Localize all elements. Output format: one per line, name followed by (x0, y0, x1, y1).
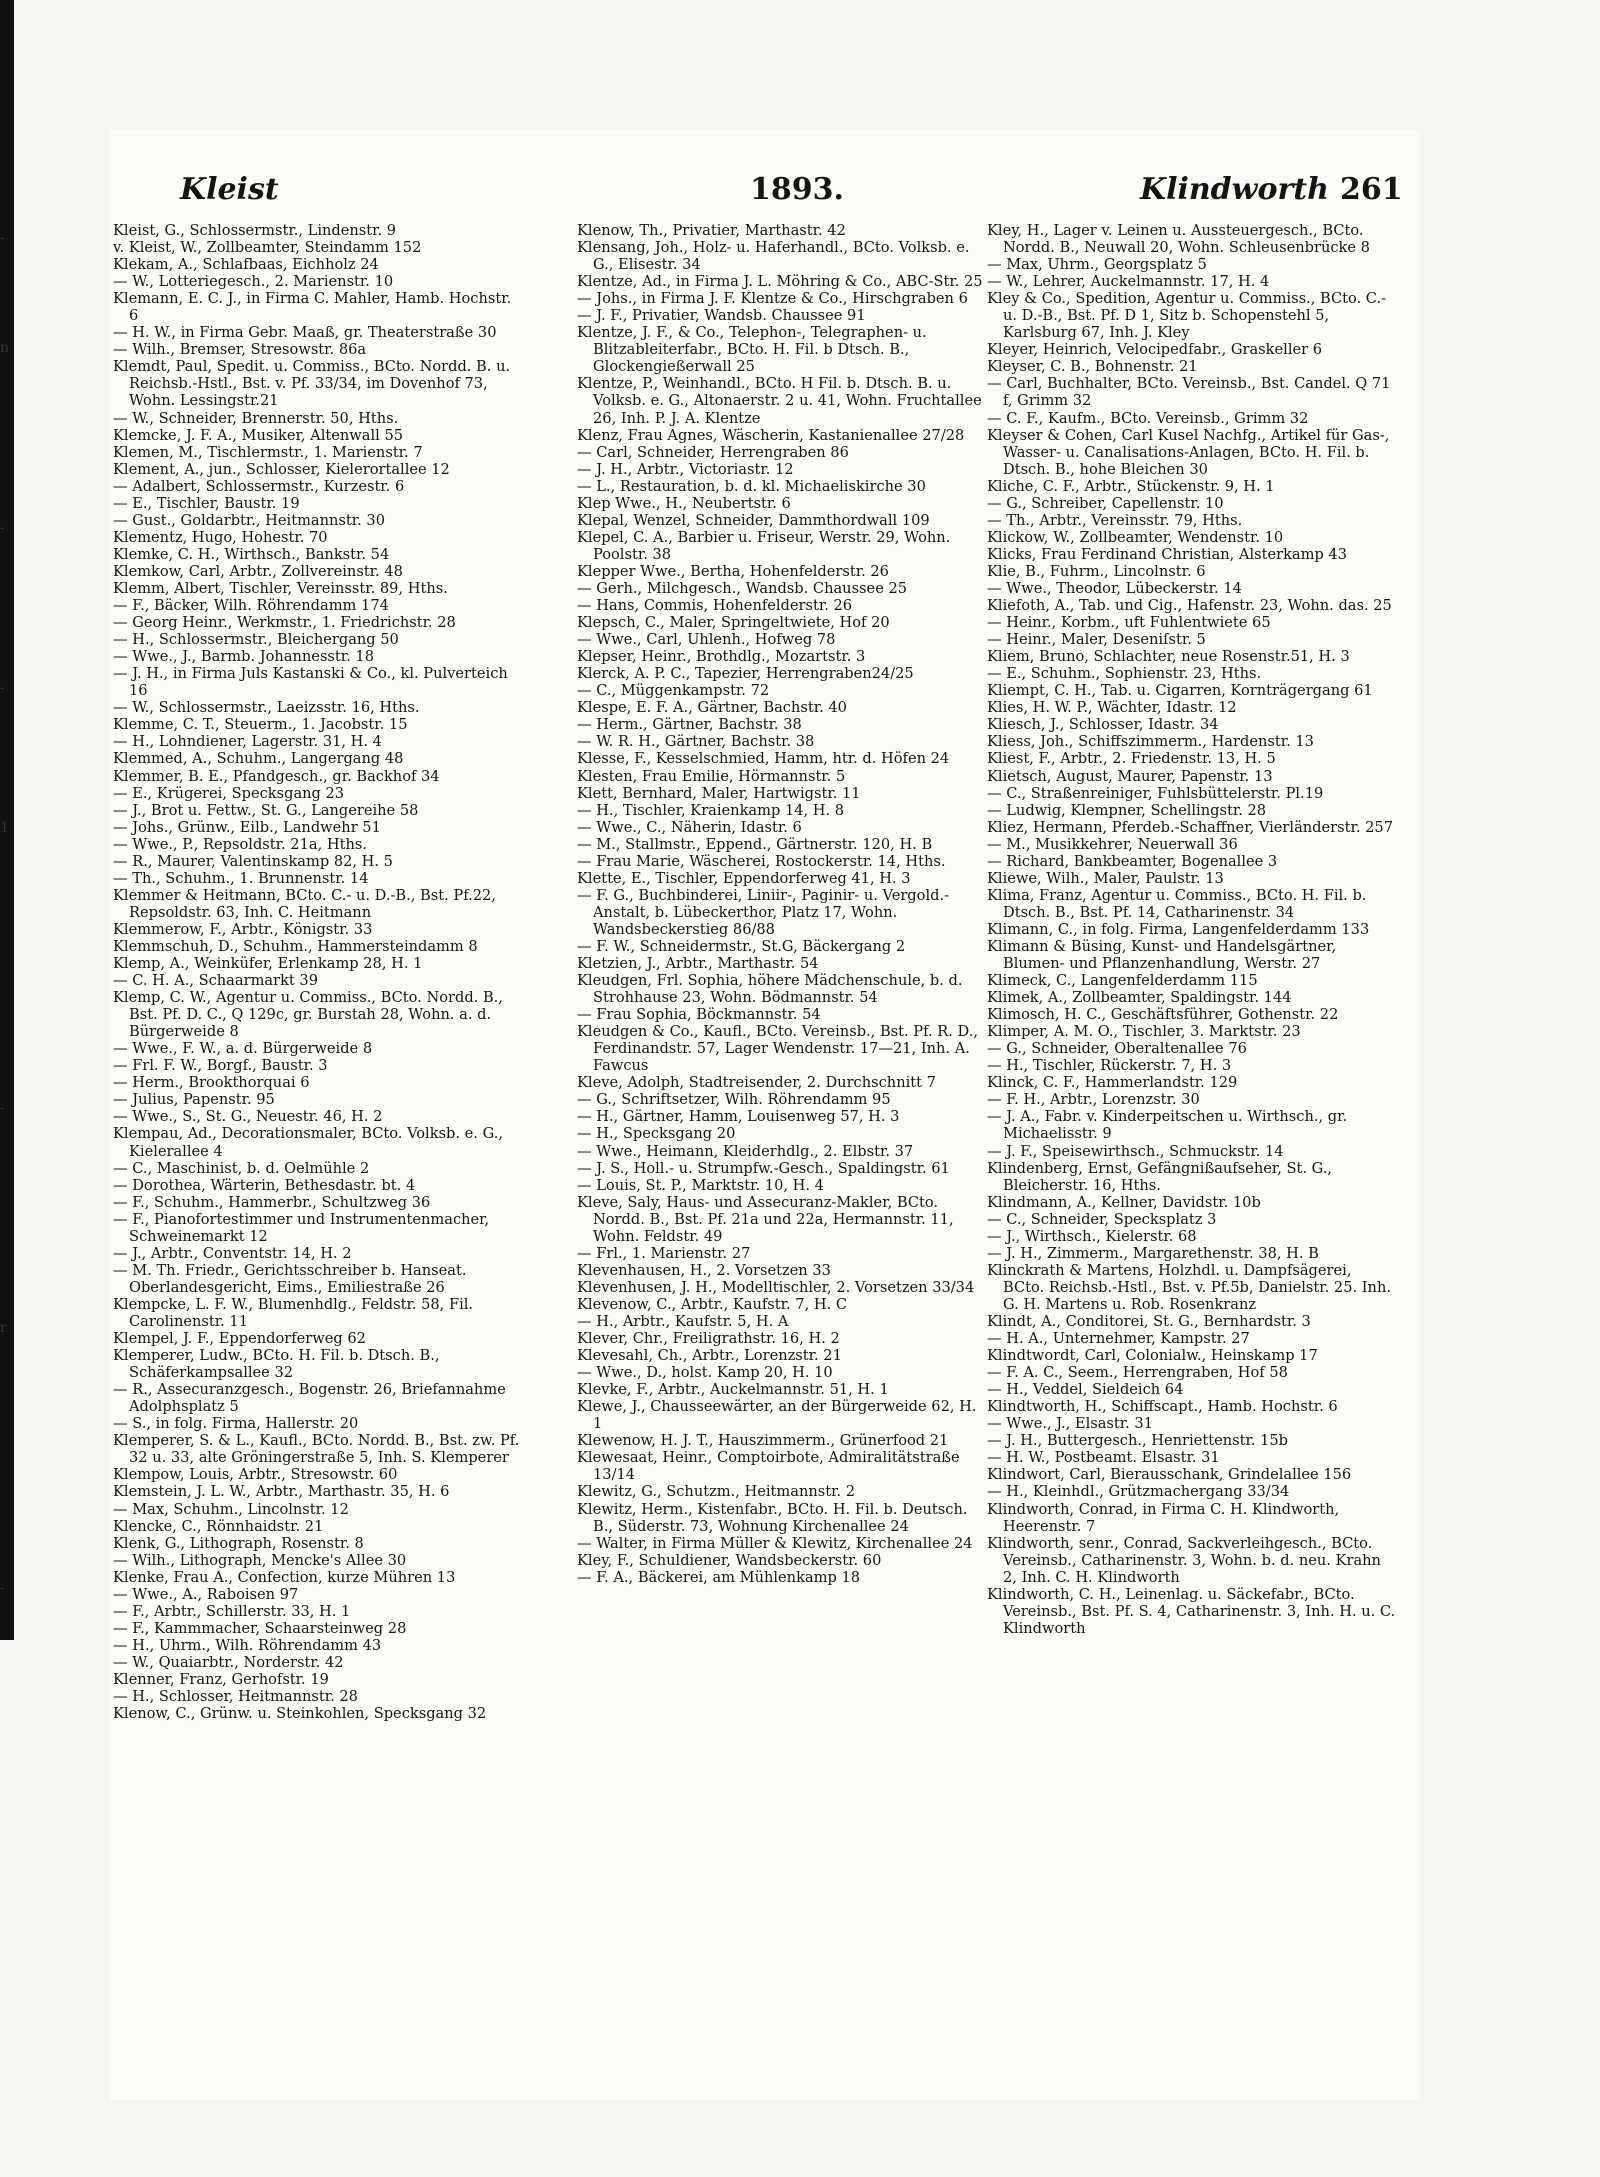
page-number: 261 (1340, 172, 1403, 207)
directory-entry: — Heinr., Korbm., uft Fuhlentwiete 65 (987, 614, 1271, 632)
directory-entry: Klesten, Frau Emilie, Hörmannstr. 5 (577, 767, 846, 785)
directory-entry: Klepper Wwe., Bertha, Hohenfelderstr. 26 (577, 562, 889, 580)
directory-entry: Klentze, P., Weinhandl., BCto. H Fil. b. Dtsch. B. u. Volksb. e. G., Altonaerstr. 2 u. 41, Wohn. Fruchtallee 26, Inh. P. J. A. Klentze (577, 375, 982, 427)
directory-entry: — H., Veddel, Sieldeich 64 (987, 1381, 1184, 1399)
margin-mark: n (0, 340, 10, 356)
directory-entry: Klesse, F., Kesselschmied, Hamm, htr. d. Höfen 24 (577, 750, 950, 768)
directory-entry: — F. G., Buchbinderei, Liniir-, Paginir- u. Vergold.-Anstalt, b. Lübeckerthor, Platz 17, Wohn. Wandsbeckerstieg 86/88 (577, 886, 950, 938)
directory-entry: Klindworth, senr., Conrad, Sackverleihgesch., BCto. Vereinsb., Catharinenstr. 3, Wohn. b. d. neu. Krahn 2, Inh. C. H. Klindworth (987, 1534, 1381, 1586)
directory-entry: — Carl, Buchhalter, BCto. Vereinsb., Bst. Candel. Q 71 f, Grimm 32 (987, 375, 1391, 410)
directory-entry: Klevesahl, Ch., Arbtr., Lorenzstr. 21 (577, 1347, 842, 1365)
directory-entry: Klemmed, A., Schuhm., Langergang 48 (113, 750, 404, 768)
directory-entry: — G., Schriftsetzer, Wilh. Röhrendamm 95 (577, 1091, 891, 1109)
directory-entry: — C. F., Kaufm., BCto. Vereinsb., Grimm 32 (987, 409, 1309, 427)
directory-entry: Klimann, C., in folg. Firma, Langenfelderdamm 133 (987, 920, 1370, 938)
directory-entry: — Hans, Commis, Hohenfelderstr. 26 (577, 597, 853, 615)
directory-entry: — S., in folg. Firma, Hallerstr. 20 (113, 1415, 359, 1433)
directory-entry: — J. F., Privatier, Wandsb. Chaussee 91 (577, 307, 866, 325)
margin-mark: - (0, 1100, 5, 1116)
directory-entry: Klindtworth, H., Schiffscapt., Hamb. Hochstr. 6 (987, 1398, 1338, 1416)
directory-entry: — H., Arbtr., Kaufstr. 5, H. A (577, 1313, 789, 1330)
directory-entry: — Wwe., J., Barmb. Johannesstr. 18 (113, 648, 375, 666)
directory-entry: Klentze, Ad., in Firma J. L. Möhring & Co., ABC-Str. 25 (577, 273, 983, 291)
directory-entry: Klimeck, C., Langenfelderdamm 115 (987, 972, 1258, 990)
directory-entry: Klindmann, A., Kellner, Davidstr. 10b (987, 1193, 1261, 1211)
directory-entry: Klepser, Heinr., Brothdlg., Mozartstr. 3 (577, 648, 866, 666)
directory-entry: — Wilh., Bremser, Stresowstr. 86a (113, 341, 367, 359)
directory-entry: — J., Arbtr., Conventstr. 14, H. 2 (113, 1244, 352, 1262)
directory-entry: — H., Gärtner, Hamm, Louisenweg 57, H. 3 (577, 1108, 900, 1126)
directory-entry: Klemmerow, F., Arbtr., Königstr. 33 (113, 920, 373, 938)
directory-entry: Klevenhausen, H., 2. Vorsetzen 33 (577, 1261, 831, 1279)
directory-entry: Klett, Bernhard, Maler, Hartwigstr. 11 (577, 784, 861, 802)
directory-entry: — J., Brot u. Fettw., St. G., Langereihe 58 (113, 801, 419, 819)
directory-entry: Klemann, E. C. J., in Firma C. Mahler, Hamb. Hochstr. 6 (113, 290, 512, 325)
directory-entry: — W., Lotteriegesch., 2. Marienstr. 10 (113, 273, 394, 291)
directory-entry: — H., Kleinhdl., Grützmachergang 33/34 (987, 1483, 1290, 1501)
directory-entry: — J. A., Fabr. v. Kinderpeitschen u. Wirthsch., gr. Michaelisstr. 9 (987, 1108, 1348, 1143)
directory-entry: Klemperer, Ludw., BCto. H. Fil. b. Dtsch. B., Schäferkampsallee 32 (113, 1347, 440, 1382)
directory-column-2 (577, 222, 987, 1586)
directory-entry: Klemkow, Carl, Arbtr., Zollvereinstr. 48 (113, 562, 403, 580)
directory-entry: — F., Schuhm., Hammerbr., Schultzweg 36 (113, 1193, 431, 1211)
directory-entry: Klepel, C. A., Barbier u. Friseur, Werstr. 29, Wohn. Poolstr. 38 (577, 528, 951, 563)
directory-entry: — Wwe., Heimann, Kleiderhdlg., 2. Elbstr. 37 (577, 1142, 914, 1160)
directory-entry: — W., Schlossermstr., Laeizsstr. 16, Hths. (113, 699, 420, 717)
directory-entry: — M. Th. Friedr., Gerichtsschreiber b. Hanseat. Oberlandesgericht, Eims., Emiliestraße 26 (113, 1261, 467, 1296)
directory-entry: Klemm, Albert, Tischler, Vereinsstr. 89, Hths. (113, 579, 448, 597)
directory-entry: — Adalbert, Schlossermstr., Kurzestr. 6 (113, 477, 405, 495)
directory-entry: — Herm., Gärtner, Bachstr. 38 (577, 716, 802, 734)
directory-entry: Klemp, A., Weinküfer, Erlenkamp 28, H. 1 (113, 955, 423, 973)
directory-entry: Klempow, Louis, Arbtr., Stresowstr. 60 (113, 1466, 398, 1484)
directory-entry: — Johs., Grünw., Eilb., Landwehr 51 (113, 818, 381, 836)
directory-entry: Klemmschuh, D., Schuhm., Hammersteindamm 8 (113, 937, 478, 955)
directory-entry: — M., Musikkehrer, Neuerwall 36 (987, 835, 1238, 853)
directory-entry: — Gerh., Milchgesch., Wandsb. Chaussee 25 (577, 579, 908, 597)
directory-entry: Klenow, Th., Privatier, Marthastr. 42 (577, 222, 846, 239)
directory-entry: — C., Müggenkampstr. 72 (577, 682, 770, 700)
directory-entry: Klepal, Wenzel, Schneider, Dammthordwall 109 (577, 511, 930, 529)
directory-entry: Klewesaat, Heinr., Comptoirbote, Admiralitätstraße 13/14 (577, 1449, 960, 1484)
directory-entry: Klemme, C. T., Steuerm., 1. Jacobstr. 15 (113, 716, 408, 734)
directory-entry: — G., Schneider, Oberaltenallee 76 (987, 1040, 1247, 1058)
directory-entry: Kliem, Bruno, Schlachter, neue Rosenstr.51, H. 3 (987, 648, 1350, 666)
directory-entry: Kliempt, C. H., Tab. u. Cigarren, Kornträgergang 61 (987, 682, 1373, 700)
directory-entry: Kliefoth, A., Tab. und Cig., Hafenstr. 23, Wohn. das. 25 (987, 597, 1392, 615)
directory-entry: Klemen, M., Tischlermstr., 1. Marienstr. 7 (113, 443, 423, 461)
directory-entry: Klickow, W., Zollbeamter, Wendenstr. 10 (987, 528, 1284, 546)
directory-entry: Klimper, A. M. O., Tischler, 3. Marktstr. 23 (987, 1023, 1301, 1041)
directory-entry: Klemdt, Paul, Spedit. u. Commiss., BCto. Nordd. B. u. Reichsb.-Hstl., Bst. v. Pf. 33/34, im Dovenhof 73, Wohn. Lessingstr.21 (113, 358, 511, 410)
directory-entry: — Wwe., D., holst. Kamp 20, H. 10 (577, 1364, 833, 1382)
directory-entry: Klimann & Büsing, Kunst- und Handelsgärtner, Blumen- und Pflanzenhandlung, Werstr. 27 (987, 937, 1337, 973)
directory-entry: Klemstein, J. L. W., Arbtr., Marthastr. 35, H. 6 (113, 1483, 450, 1501)
directory-entry: Klindtwordt, Carl, Colonialw., Heinskamp 17 (987, 1347, 1318, 1365)
margin-mark: 1 (0, 820, 9, 836)
margin-mark: r (0, 1320, 7, 1336)
directory-entry: Kliche, C. F., Arbtr., Stückenstr. 9, H. 1 (987, 477, 1275, 495)
directory-entry: — C., Straßenreiniger, Fuhlsbüttelerstr. Pl.19 (987, 784, 1324, 802)
directory-entry: Klempcke, L. F. W., Blumenhdlg., Feldstr. 58, Fil. Carolinenstr. 11 (113, 1295, 474, 1330)
directory-entry: — F., Arbtr., Schillerstr. 33, H. 1 (113, 1602, 351, 1620)
directory-entry: Kleudgen, Frl. Sophia, höhere Mädchenschule, b. d. Strohhause 23, Wohn. Bödmannstr. 54 (577, 972, 963, 1007)
directory-entry: Klemmer & Heitmann, BCto. C.- u. D.-B., Bst. Pf.22, Repsoldstr. 63, Inh. C. Heitmann (113, 886, 496, 921)
directory-entry: Klementz, Hugo, Hohestr. 70 (113, 528, 328, 546)
directory-entry: Klicks, Frau Ferdinand Christian, Alsterkamp 43 (987, 545, 1348, 563)
directory-entry: Kliewe, Wilh., Maler, Paulstr. 13 (987, 869, 1224, 887)
directory-entry: — Wwe., J., Elsastr. 31 (987, 1415, 1153, 1433)
page-header (110, 172, 1410, 212)
directory-entry: — Walter, in Firma Müller & Klewitz, Kirchenallee 24 (577, 1534, 973, 1552)
directory-entry: — Frl. F. W., Borgf., Baustr. 3 (113, 1057, 328, 1075)
directory-entry: — F. A. C., Seem., Herrengraben, Hof 58 (987, 1364, 1288, 1382)
directory-entry: Klewitz, Herm., Kistenfabr., BCto. H. Fil. b. Deutsch. B., Süderstr. 73, Wohnung Kirchenallee 24 (577, 1500, 968, 1535)
directory-entry: Klevke, F., Arbtr., Auckelmannstr. 51, H. 1 (577, 1381, 889, 1399)
directory-entry: Klemmer, B. E., Pfandgesch., gr. Backhof 34 (113, 767, 440, 785)
directory-entry: Kleyer, Heinrich, Velocipedfabr., Graskeller 6 (987, 341, 1323, 359)
directory-column-1 (113, 222, 523, 1722)
directory-entry: — G., Schreiber, Capellenstr. 10 (987, 494, 1224, 512)
directory-entry: Klies, H. W. P., Wächter, Idastr. 12 (987, 699, 1237, 717)
directory-entry: — Wwe., Theodor, Lübeckerstr. 14 (987, 579, 1242, 597)
directory-entry: Klewitz, G., Schutzm., Heitmannstr. 2 (577, 1483, 856, 1501)
header-last-name: Klindworth (1140, 172, 1329, 207)
directory-entry: — Max, Uhrm., Georgsplatz 5 (987, 256, 1207, 274)
directory-entry: Klespe, E. F. A., Gärtner, Bachstr. 40 (577, 699, 847, 717)
directory-entry: Klempel, J. F., Eppendorferweg 62 (113, 1330, 366, 1348)
directory-entry: — Wwe., S., St. G., Neuestr. 46, H. 2 (113, 1108, 383, 1126)
header-year: 1893. (750, 172, 844, 207)
directory-entry: v. Kleist, W., Zollbeamter, Steindamm 152 (113, 239, 422, 257)
directory-entry: — J. F., Speisewirthsch., Schmuckstr. 14 (987, 1142, 1284, 1160)
directory-entry: Klever, Chr., Freiligrathstr. 16, H. 2 (577, 1330, 840, 1348)
directory-entry: — F. A., Bäckerei, am Mühlenkamp 18 (577, 1568, 861, 1586)
directory-entry: Klempau, Ad., Decorationsmaler, BCto. Volksb. e. G., Kielerallee 4 (113, 1125, 504, 1160)
directory-entry: Klindworth, Conrad, in Firma C. H. Klindworth, Heerenstr. 7 (987, 1500, 1340, 1535)
directory-entry: — Th., Schuhm., 1. Brunnenstr. 14 (113, 869, 369, 887)
directory-entry: — H., Specksgang 20 (577, 1125, 736, 1143)
margin-mark: - (0, 230, 5, 246)
directory-entry: — Frl., 1. Marienstr. 27 (577, 1244, 751, 1262)
directory-entry: — W. R. H., Gärtner, Bachstr. 38 (577, 733, 815, 751)
directory-entry: Kliez, Hermann, Pferdeb.-Schaffner, Vierländerstr. 257 (987, 818, 1393, 836)
directory-entry: Klewenow, H. J. T., Hauszimmerm., Grünerfood 21 (577, 1432, 949, 1450)
directory-entry: — H., Uhrm., Wilh. Röhrendamm 43 (113, 1636, 382, 1654)
directory-entry: — C., Schneider, Specksplatz 3 (987, 1210, 1217, 1228)
directory-entry: — L., Restauration, b. d. kl. Michaeliskirche 30 (577, 477, 926, 495)
directory-entry: Kliest, F., Arbtr., 2. Friedenstr. 13, H. 5 (987, 750, 1276, 768)
directory-entry: — H., Schlossermstr., Bleichergang 50 (113, 631, 399, 649)
directory-entry: Klimek, A., Zollbeamter, Spaldingstr. 144 (987, 989, 1292, 1007)
directory-entry: Kliess, Joh., Schiffszimmerm., Hardenstr. 13 (987, 733, 1314, 751)
directory-entry: Klima, Franz, Agentur u. Commiss., BCto. H. Fil. b. Dtsch. B., Bst. Pf. 14, Catharinenstr. 34 (987, 886, 1367, 921)
directory-entry: Klindwort, Carl, Bierausschank, Grindelallee 156 (987, 1466, 1352, 1484)
directory-entry: Klette, E., Tischler, Eppendorferweg 41, H. 3 (577, 869, 911, 887)
directory-entry: — Wilh., Lithograph, Mencke's Allee 30 (113, 1551, 407, 1569)
directory-entry: — Dorothea, Wärterin, Bethesdastr. bt. 4 (113, 1176, 416, 1194)
margin-mark: - (0, 1580, 5, 1596)
directory-entry: Klep Wwe., H., Neubertstr. 6 (577, 494, 791, 512)
directory-entry: — J. H., Zimmerm., Margarethenstr. 38, H. B (987, 1244, 1319, 1262)
directory-entry: Klevenhusen, J. H., Modelltischler, 2. Vorsetzen 33/34 (577, 1278, 975, 1296)
directory-entry: — R., Assecuranzgesch., Bogenstr. 26, Briefannahme Adolphsplatz 5 (113, 1381, 506, 1416)
directory-entry: Klinckrath & Martens, Holzhdl. u. Dampfsägerei, BCto. Reichsb.-Hstl., Bst. v. Pf.5b, Danielstr. 25. Inh. G. H. Martens u. Rob. Rosenkranz (987, 1261, 1391, 1313)
directory-entry: — Frau Marie, Wäscherei, Rostockerstr. 14, Hths. (577, 852, 946, 870)
directory-entry: — Richard, Bankbeamter, Bogenallee 3 (987, 852, 1278, 870)
directory-entry: Klietsch, August, Maurer, Papenstr. 13 (987, 767, 1273, 785)
directory-entry: Kleyser, C. B., Bohnenstr. 21 (987, 358, 1198, 376)
directory-entry: — Wwe., C., Näherin, Idastr. 6 (577, 818, 802, 836)
directory-entry: Kleve, Saly, Haus- und Assecuranz-Makler, BCto. Nordd. B., Bst. Pf. 21a und 22a, Hermannstr. 11, Wohn. Feldstr. 49 (577, 1193, 954, 1245)
margin-mark: - (0, 520, 5, 536)
directory-entry: — C. H. A., Schaarmarkt 39 (113, 972, 318, 990)
directory-entry: Kley, H., Lager v. Leinen u. Aussteuergesch., BCto. Nordd. B., Neuwall 20, Wohn. Schleusenbrücke 8 (987, 222, 1370, 257)
directory-entry: Klenow, C., Grünw. u. Steinkohlen, Specksgang 32 (113, 1705, 487, 1723)
directory-entry: — Herm., Brookthorquai 6 (113, 1074, 310, 1092)
directory-entry: Klemcke, J. F. A., Musiker, Altenwall 55 (113, 426, 404, 444)
directory-entry: — F., Kammmacher, Schaarsteinweg 28 (113, 1619, 407, 1637)
directory-entry: — E., Schuhm., Sophienstr. 23, Hths. (987, 665, 1262, 683)
margin-mark: - (0, 680, 5, 696)
directory-entry: — H. W., in Firma Gebr. Maaß, gr. Theaterstraße 30 (113, 324, 497, 342)
directory-entry: Klindenberg, Ernst, Gefängnißaufseher, St. G., Bleicherstr. 16, Hths. (987, 1159, 1333, 1194)
directory-column-3 (987, 222, 1397, 1637)
directory-entry: Klimosch, H. C., Geschäftsführer, Gothenstr. 22 (987, 1006, 1339, 1024)
directory-page (110, 130, 1420, 2100)
directory-entry: — Johs., in Firma J. F. Klentze & Co., Hirschgraben 6 (577, 290, 968, 308)
directory-entry: Klevenow, C., Arbtr., Kaufstr. 7, H. C (577, 1295, 848, 1313)
directory-entry: — Wwe., F. W., a. d. Bürgerweide 8 (113, 1040, 373, 1058)
directory-entry: — Heinr., Maler, Deseniſstr. 5 (987, 631, 1206, 649)
directory-entry: Klindworth, C. H., Leinenlag. u. Säckefabr., BCto. Vereinsb., Bst. Pf. S. 4, Catharinenstr. 3, Inh. H. u. C. Klindworth (987, 1585, 1396, 1637)
directory-entry: Klenner, Franz, Gerhofstr. 19 (113, 1670, 329, 1688)
directory-entry: Kley & Co., Spedition, Agentur u. Commiss., BCto. C.- u. D.-B., Bst. Pf. D 1, Sitz b. Schopenstehl 5, Karlsburg 67, Inh. J. Kley (987, 290, 1387, 342)
directory-entry: Kleyser & Cohen, Carl Kusel Nachfg., Artikel für Gas-, Wasser- u. Canalisations-Anlagen, BCto. H. Fil. b. Dtsch. B., hohe Bleichen 30 (987, 426, 1390, 478)
directory-entry: Klie, B., Fuhrm., Lincolnstr. 6 (987, 562, 1206, 580)
directory-entry: — H., Tischler, Kraienkamp 14, H. 8 (577, 801, 845, 819)
directory-entry: — J. H., in Firma Juls Kastanski & Co., kl. Pulverteich 16 (113, 665, 508, 700)
directory-entry: — Wwe., P., Repsoldstr. 21a, Hths. (113, 835, 367, 853)
directory-entry: — Georg Heinr., Werkmstr., 1. Friedrichstr. 28 (113, 614, 456, 632)
directory-entry: — F. H., Arbtr., Lorenzstr. 30 (987, 1091, 1200, 1109)
directory-entry: Kletzien, J., Arbtr., Marthastr. 54 (577, 955, 819, 973)
directory-entry: — Wwe., A., Raboisen 97 (113, 1585, 299, 1603)
directory-entry: Klemp, C. W., Agentur u. Commiss., BCto. Nordd. B., Bst. Pf. D. C., Q 129c, gr. Burstah 28, Wohn. a. d. Bürgerweide 8 (113, 989, 503, 1041)
directory-entry: — W., Schneider, Brennerstr. 50, Hths. (113, 409, 399, 427)
directory-entry: Klemperer, S. & L., Kaufl., BCto. Nordd. B., Bst. zw. Pf. 32 u. 33, alte Gröningerstraße 5, Inh. S. Klemperer (113, 1432, 520, 1467)
directory-entry: Klindt, A., Conditorei, St. G., Bernhardstr. 3 (987, 1313, 1311, 1330)
directory-entry: Klenke, Frau A., Confection, kurze Mühren 13 (113, 1568, 456, 1586)
directory-entry: — Julius, Papenstr. 95 (113, 1091, 275, 1109)
directory-entry: Klemke, C. H., Wirthsch., Bankstr. 54 (113, 545, 390, 563)
directory-entry: Kliesch, J., Schlosser, Idastr. 34 (987, 716, 1219, 734)
directory-entry: — F. W., Schneidermstr., St.G, Bäckergang 2 (577, 937, 906, 955)
directory-entry: Klewe, J., Chausseewärter, an der Bürgerweide 62, H. 1 (577, 1398, 977, 1433)
directory-entry: — Frau Sophia, Böckmannstr. 54 (577, 1006, 821, 1024)
directory-entry: — J. S., Holl.- u. Strumpfw.-Gesch., Spaldingstr. 61 (577, 1159, 950, 1177)
directory-entry: — Ludwig, Klempner, Schellingstr. 28 (987, 801, 1267, 819)
directory-entry: Klerck, A. P. C., Tapezier, Herrengraben24/25 (577, 665, 914, 683)
directory-entry: Klenz, Frau Agnes, Wäscherin, Kastanienallee 27/28 (577, 426, 965, 444)
directory-entry: — M., Stallmstr., Eppend., Gärtnerstr. 120, H. B (577, 835, 933, 853)
directory-entry: — E., Krügerei, Specksgang 23 (113, 784, 345, 802)
directory-entry: Klepsch, C., Maler, Springeltwiete, Hof 20 (577, 614, 890, 632)
directory-entry: — C., Maschinist, b. d. Oelmühle 2 (113, 1159, 370, 1177)
directory-entry: — W., Quaiarbtr., Norderstr. 42 (113, 1653, 344, 1671)
directory-entry: — H. A., Unternehmer, Kampstr. 27 (987, 1330, 1250, 1348)
directory-entry: Klensang, Joh., Holz- u. Haferhandl., BCto. Volksb. e. G., Elisestr. 34 (577, 239, 970, 274)
directory-entry: Klentze, J. F., & Co., Telephon-, Telegraphen- u. Blitzableiterfabr., BCto. H. Fil. b Dtsch. B., Glockengießerwall 25 (577, 324, 927, 376)
directory-entry: — Th., Arbtr., Vereinsstr. 79, Hths. (987, 511, 1243, 529)
directory-entry: — Max, Schuhm., Lincolnstr. 12 (113, 1500, 349, 1518)
directory-entry: — F., Pianofortestimmer und Instrumentenmacher, Schweinemarkt 12 (113, 1210, 490, 1245)
directory-entry: — J. H., Buttergesch., Henriettenstr. 15b (987, 1432, 1289, 1450)
directory-entry: — R., Maurer, Valentinskamp 82, H. 5 (113, 852, 393, 870)
directory-entry: — Wwe., Carl, Uhlenh., Hofweg 78 (577, 631, 836, 649)
directory-entry: — Gust., Goldarbtr., Heitmannstr. 30 (113, 511, 385, 529)
directory-entry: Kleudgen & Co., Kaufl., BCto. Vereinsb., Bst. Pf. R. D., Ferdinandstr. 57, Lager Wendenstr. 17—21, Inh. A. Fawcus (577, 1023, 979, 1075)
header-first-name: Kleist (180, 172, 279, 207)
directory-entry: — J., Wirthsch., Kielerstr. 68 (987, 1227, 1197, 1245)
directory-entry: — H., Lohndiener, Lagerstr. 31, H. 4 (113, 733, 382, 751)
directory-entry: — E., Tischler, Baustr. 19 (113, 494, 300, 512)
directory-entry: Klencke, C., Rönnhaidstr. 21 (113, 1517, 324, 1535)
directory-entry: — Carl, Schneider, Herrengraben 86 (577, 443, 849, 461)
directory-entry: — J. H., Arbtr., Victoriastr. 12 (577, 460, 794, 478)
directory-entry: — W., Lehrer, Auckelmannstr. 17, H. 4 (987, 273, 1270, 291)
directory-entry: Klinck, C. F., Hammerlandstr. 129 (987, 1074, 1238, 1092)
directory-entry: Klenk, G., Lithograph, Rosenstr. 8 (113, 1534, 364, 1552)
directory-entry: Klekam, A., Schlafbaas, Eichholz 24 (113, 256, 379, 274)
directory-entry: Kley, F., Schuldiener, Wandsbeckerstr. 60 (577, 1551, 882, 1569)
directory-entry: Kleist, G., Schlossermstr., Lindenstr. 9 (113, 222, 397, 239)
directory-entry: — H., Tischler, Rückerstr. 7, H. 3 (987, 1057, 1232, 1075)
directory-entry: — F., Bäcker, Wilh. Röhrendamm 174 (113, 597, 389, 615)
directory-entry: — H., Schlosser, Heitmannstr. 28 (113, 1688, 358, 1706)
directory-entry: — Louis, St. P., Marktstr. 10, H. 4 (577, 1176, 824, 1194)
directory-entry: Klement, A., jun., Schlosser, Kielerortallee 12 (113, 460, 450, 478)
directory-entry: — H. W., Postbeamt. Elsastr. 31 (987, 1449, 1220, 1467)
directory-entry: Kleve, Adolph, Stadtreisender, 2. Durchschnitt 7 (577, 1074, 936, 1092)
